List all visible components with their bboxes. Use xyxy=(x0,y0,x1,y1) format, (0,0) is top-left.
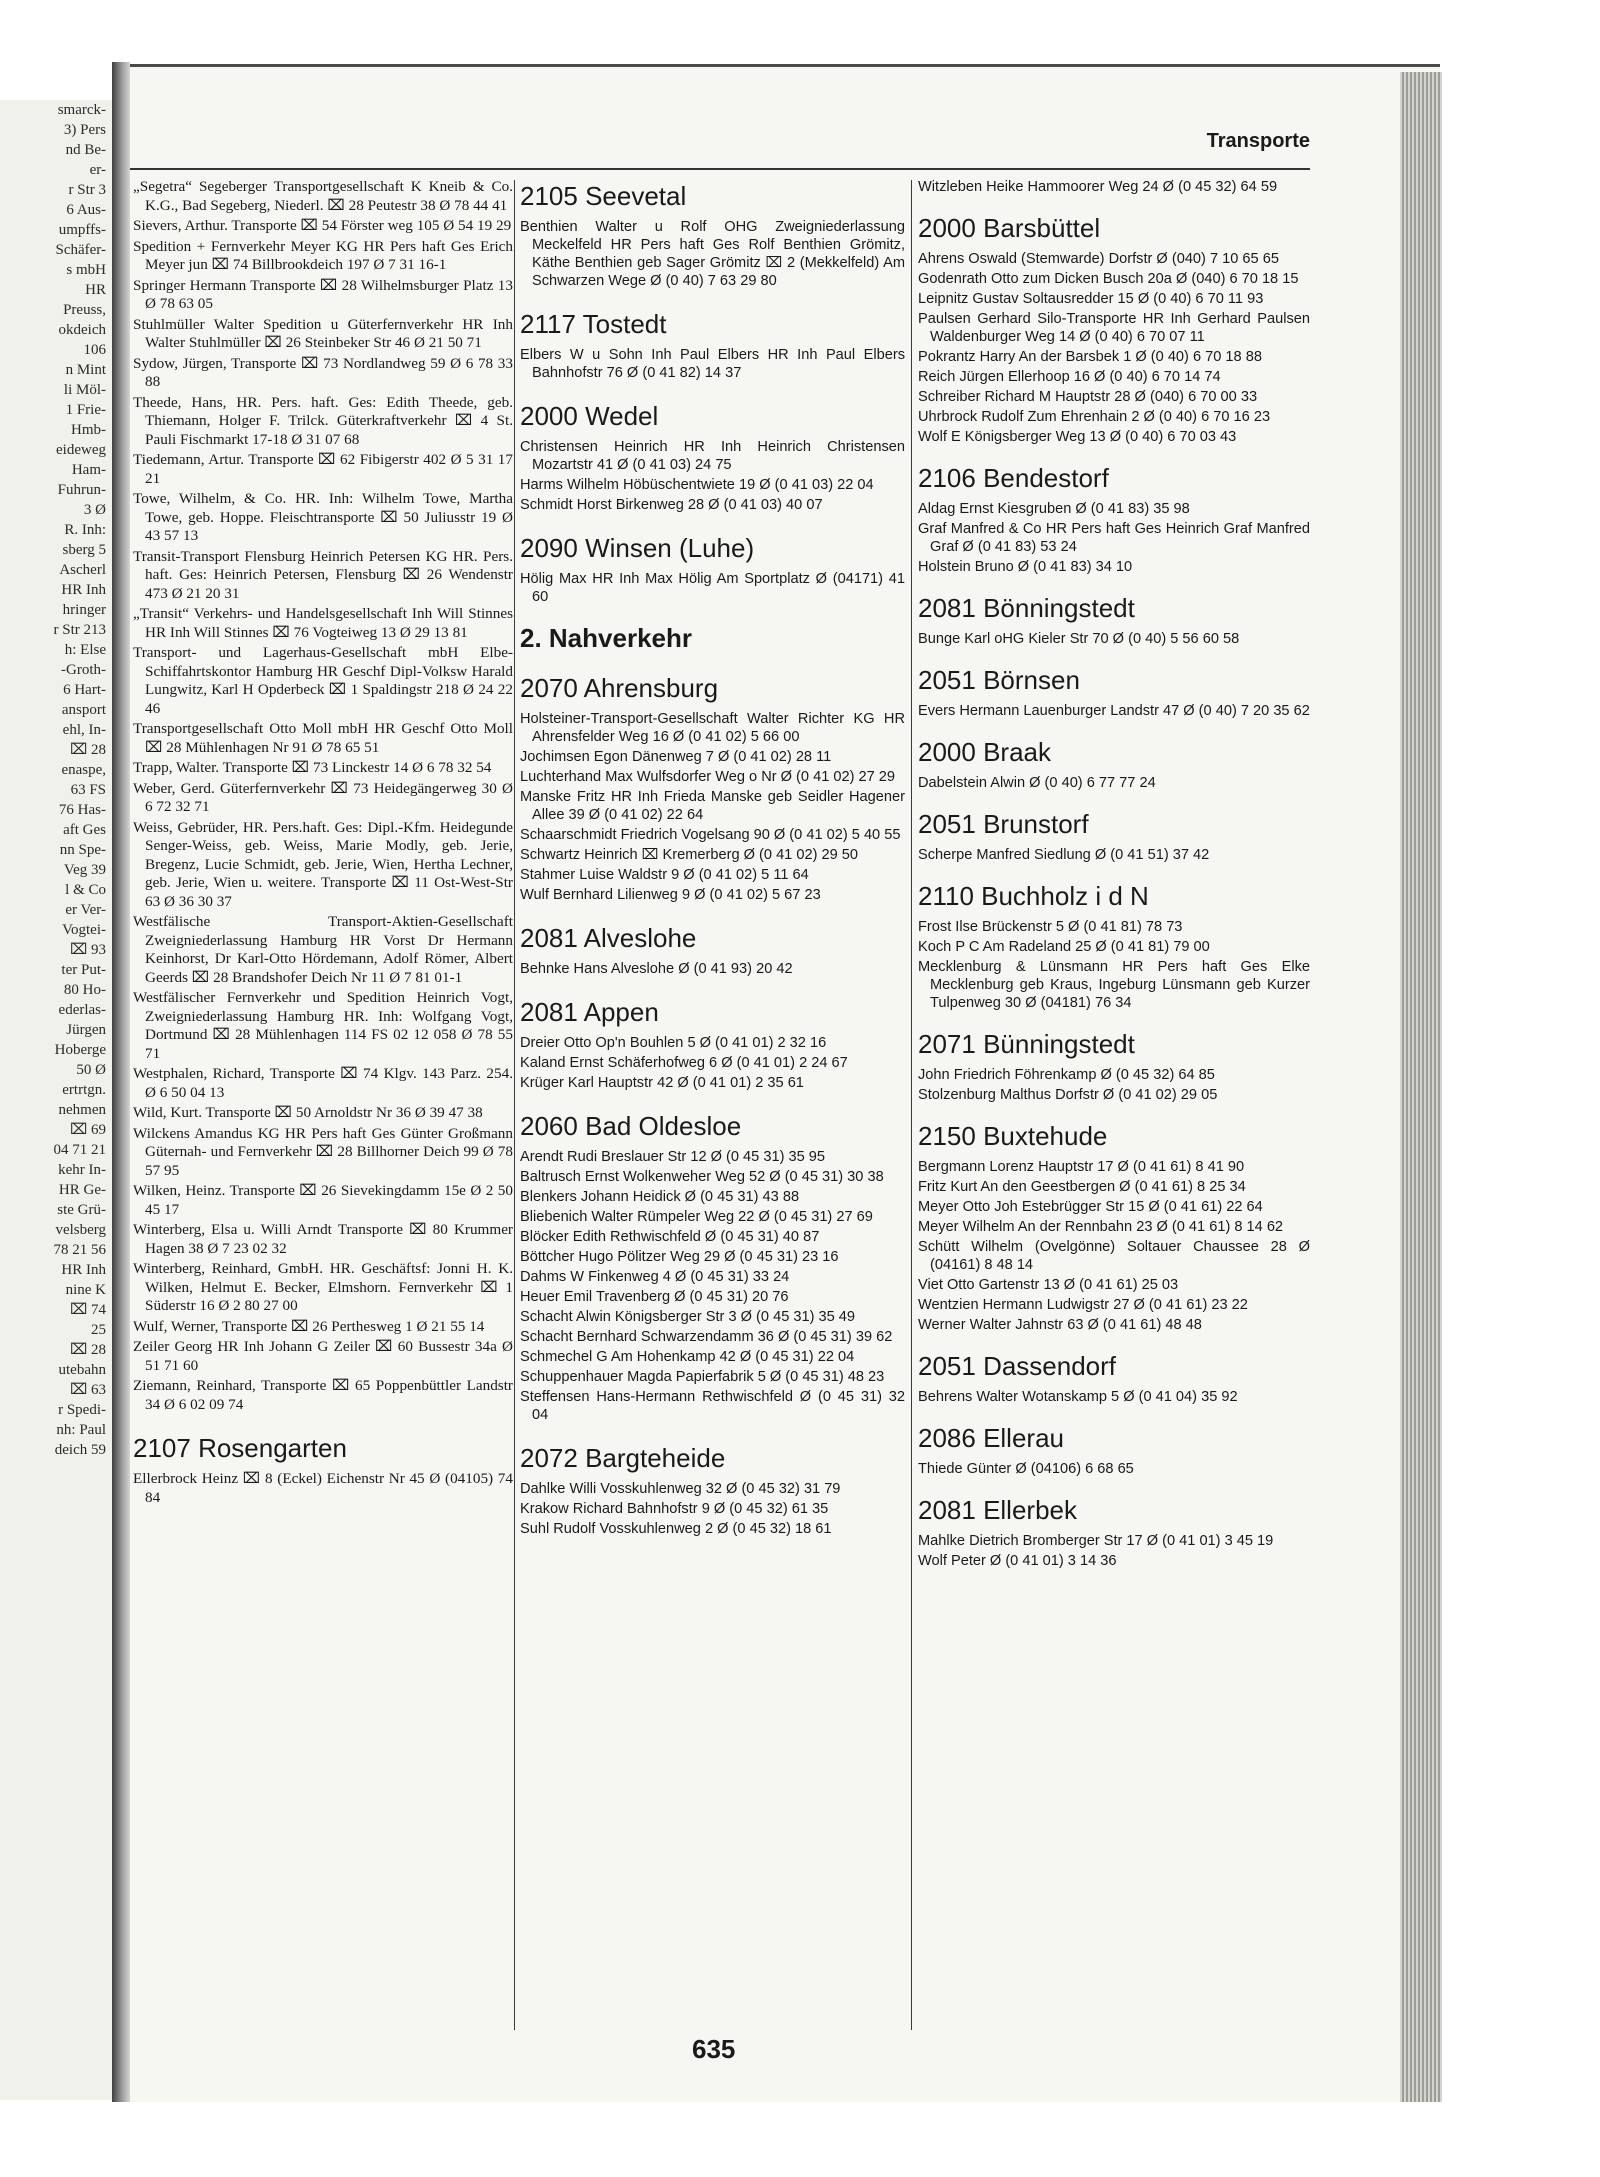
directory-entry: Kaland Ernst Schäferhofweg 6 Ø (0 41 01) 2 24 67 xyxy=(520,1055,848,1071)
directory-entry: Westfälischer Fernverkehr und Spedition Heinrich Vogt, Zweigniederlassung Hamburg HR. Inh: Wolfgang Vogt, Dortmund ⌧ 28 Mühlenhagen 114 FS 02 12 058 Ø 78 55 71 xyxy=(133,989,513,1062)
prev-page-text-fragment: Fuhrun- xyxy=(57,482,106,498)
directory-entry: Schreiber Richard M Hauptstr 28 Ø (040) 6 70 00 33 xyxy=(918,389,1258,405)
prev-page-text-fragment: Preuss, xyxy=(63,302,106,318)
directory-entry: Bergmann Lorenz Hauptstr 17 Ø (0 41 61) 8 41 90 xyxy=(918,1159,1245,1175)
prev-page-text-fragment: ⌧ 28 xyxy=(69,742,106,758)
directory-entry: Towe, Wilhelm, & Co. HR. Inh: Wilhelm Towe, Martha Towe, geb. Hoppe. Fleischtransporte ⌧ 50 Juliusstr 19 Ø 43 57 13 xyxy=(133,490,513,544)
directory-entry: Stahmer Luise Waldstr 9 Ø (0 41 02) 5 11 64 xyxy=(520,867,809,883)
prev-page-text-fragment: Hmb- xyxy=(71,422,106,438)
directory-entry: Arendt Rudi Breslauer Str 12 Ø (0 45 31) 35 95 xyxy=(520,1149,826,1165)
directory-entry: Sievers, Arthur. Transporte ⌧ 54 Förster weg 105 Ø 54 19 29 xyxy=(133,217,512,234)
directory-entry: Stolzenburg Malthus Dorfstr Ø (0 41 02) 29 05 xyxy=(918,1087,1218,1103)
directory-entry: Böttcher Hugo Pölitzer Weg 29 Ø (0 45 31) 23 16 xyxy=(520,1249,839,1265)
directory-entry: Wolf E Königsberger Weg 13 Ø (0 40) 6 70 03 43 xyxy=(918,429,1237,445)
directory-entry: Transport- und Lagerhaus-Gesellschaft mbH Elbe-Schiffahrtskontor Hamburg HR Geschf Dipl-Volksw Harald Lungwitz, Karl H Opderbeck ⌧ 1 Spaldingstr 218 Ø 24 22 46 xyxy=(133,644,513,717)
town-heading: 2117 Tostedt xyxy=(520,309,667,339)
town-heading: 2105 Seevetal xyxy=(520,181,687,211)
prev-page-text-fragment: kehr In- xyxy=(58,1162,106,1178)
directory-entry: Blöcker Edith Rethwischfeld Ø (0 45 31) 40 87 xyxy=(520,1229,820,1245)
directory-entry: Tiedemann, Artur. Transporte ⌧ 62 Fibigerstr 402 Ø 5 31 17 21 xyxy=(133,451,513,487)
directory-entry: Spedition + Fernverkehr Meyer KG HR Pers haft Ges Erich Meyer jun ⌧ 74 Billbrookdeich 197 Ø 7 31 16-1 xyxy=(133,237,513,273)
prev-page-text-fragment: Schäfer- xyxy=(55,242,106,258)
column-divider xyxy=(514,180,515,2030)
directory-entry: Schwartz Heinrich ⌧ Kremerberg Ø (0 41 02) 29 50 xyxy=(520,847,859,863)
directory-entry: Reich Jürgen Ellerhoop 16 Ø (0 40) 6 70 14 74 xyxy=(918,369,1221,385)
town-heading: 2060 Bad Oldesloe xyxy=(520,1111,742,1141)
prev-page-text-fragment: ⌧ 74 xyxy=(69,1302,106,1318)
directory-entry: Stuhlmüller Walter Spedition u Güterfernverkehr HR Inh Walter Stuhlmüller ⌧ 26 Steinbeker Str 46 Ø 21 50 71 xyxy=(133,315,513,351)
previous-page-edge xyxy=(0,100,115,2100)
directory-entry: Holstein Bruno Ø (0 41 83) 34 10 xyxy=(918,559,1133,575)
prev-page-text-fragment: Jürgen xyxy=(66,1022,106,1038)
directory-entry: Christensen Heinrich HR Inh Heinrich Christensen Mozartstr 41 Ø (0 41 03) 24 75 xyxy=(520,439,905,473)
town-heading: 2081 Ellerbek xyxy=(918,1495,1077,1525)
directory-entry: Transportgesellschaft Otto Moll mbH HR Geschf Otto Moll ⌧ 28 Mühlenhagen Nr 91 Ø 78 65 51 xyxy=(133,720,513,756)
prev-page-text-fragment: 3) Pers xyxy=(63,122,106,138)
town-heading: 2000 Wedel xyxy=(520,401,659,431)
prev-page-text-fragment: 3 Ø xyxy=(83,502,106,518)
directory-entry: Heuer Emil Travenberg Ø (0 45 31) 20 76 xyxy=(520,1289,789,1305)
directory-entry: Dahms W Finkenweg 4 Ø (0 45 31) 33 24 xyxy=(520,1269,790,1285)
directory-entry: Leipnitz Gustav Soltausredder 15 Ø (0 40) 6 70 11 93 xyxy=(918,291,1264,307)
prev-page-text-fragment: HR Ge- xyxy=(58,1182,106,1198)
directory-entry: Sydow, Jürgen, Transporte ⌧ 73 Nordlandweg 59 Ø 6 78 33 88 xyxy=(133,354,513,390)
prev-page-text-fragment: r Str 3 xyxy=(68,182,106,198)
prev-page-text-fragment: Vogtei- xyxy=(62,922,106,938)
directory-entry: Westphalen, Richard, Transporte ⌧ 74 Klgv. 143 Parz. 254. Ø 6 50 04 13 xyxy=(133,1065,513,1101)
prev-page-text-fragment: l & Co xyxy=(65,882,106,898)
directory-entry: Behnke Hans Alveslohe Ø (0 41 93) 20 42 xyxy=(520,961,793,977)
prev-page-text-fragment: ⌧ 28 xyxy=(69,1342,106,1358)
directory-entry: Dabelstein Alwin Ø (0 40) 6 77 77 24 xyxy=(918,775,1156,791)
directory-entry: Aldag Ernst Kiesgruben Ø (0 41 83) 35 98 xyxy=(918,501,1190,517)
prev-page-text-fragment: enaspe, xyxy=(61,762,106,778)
prev-page-text-fragment: HR Inh xyxy=(61,582,106,598)
column-divider xyxy=(911,180,912,2030)
directory-entry: Meyer Wilhelm An der Rennbahn 23 Ø (0 41 61) 8 14 62 xyxy=(918,1219,1284,1235)
directory-entry: Dahlke Willi Vosskuhlenweg 32 Ø (0 45 32) 31 79 xyxy=(520,1481,841,1497)
prev-page-text-fragment: R. Inh: xyxy=(64,522,106,538)
prev-page-text-fragment: 6 Hart- xyxy=(63,682,106,698)
prev-page-text-fragment: velsberg xyxy=(55,1222,106,1238)
prev-page-text-fragment: n Mint xyxy=(65,362,106,378)
header-rule xyxy=(130,168,1310,170)
town-heading: 2110 Buchholz i d N xyxy=(918,881,1149,911)
directory-entry: Schuppenhauer Magda Papierfabrik 5 Ø (0 45 31) 48 23 xyxy=(520,1369,885,1385)
directory-entry: Wilken, Heinz. Transporte ⌧ 26 Sievekingdamm 15e Ø 2 50 45 17 xyxy=(133,1182,513,1218)
directory-entry: Witzleben Heike Hammoorer Weg 24 Ø (0 45 32) 64 59 xyxy=(918,179,1278,195)
prev-page-text-fragment: Veg 39 xyxy=(63,862,106,878)
directory-entry: „Transit“ Verkehrs- und Handelsgesellschaft Inh Will Stinnes HR Inh Will Stinnes ⌧ 76 Vogteiweg 13 Ø 29 13 81 xyxy=(133,605,513,641)
directory-entry: Weber, Gerd. Güterfernverkehr ⌧ 73 Heidegängerweg 30 Ø 6 72 32 71 xyxy=(133,779,513,815)
directory-entry: Fritz Kurt An den Geestbergen Ø (0 41 61) 8 25 34 xyxy=(918,1179,1246,1195)
prev-page-text-fragment: utebahn xyxy=(58,1362,106,1378)
directory-entry: Ziemann, Reinhard, Transporte ⌧ 65 Poppenbüttler Landstr 34 Ø 6 02 09 74 xyxy=(133,1377,513,1413)
directory-entry: Evers Hermann Lauenburger Landstr 47 Ø (0 40) 7 20 35 62 xyxy=(918,703,1310,719)
prev-page-text-fragment: Hoberge xyxy=(54,1042,106,1058)
directory-entry: Mecklenburg & Lünsmann HR Pers haft Ges Elke Mecklenburg geb Kraus, Ingeburg Lünsmann geb Kurzer Tulpenweg 30 Ø (04181) 76 34 xyxy=(918,959,1310,1011)
directory-entry: Luchterhand Max Wulfsdorfer Weg o Nr Ø (0 41 02) 27 29 xyxy=(520,769,896,785)
directory-entry: Ellerbrock Heinz ⌧ 8 (Eckel) Eichenstr Nr 45 Ø (04105) 74 84 xyxy=(133,1470,513,1506)
prev-page-text-fragment: aft Ges xyxy=(63,822,106,838)
prev-page-text-fragment: 04 71 21 xyxy=(53,1142,106,1158)
directory-entry: Wulf, Werner, Transporte ⌧ 26 Perthesweg 1 Ø 21 55 14 xyxy=(133,1317,485,1335)
directory-entry: Krakow Richard Bahnhofstr 9 Ø (0 45 32) 61 35 xyxy=(520,1501,829,1517)
town-heading: 2081 Bönningstedt xyxy=(918,593,1135,623)
prev-page-text-fragment: ansport xyxy=(61,702,106,718)
directory-entry: John Friedrich Föhrenkamp Ø (0 45 32) 64 85 xyxy=(918,1067,1215,1083)
directory-entry: Wentzien Hermann Ludwigstr 27 Ø (0 41 61) 23 22 xyxy=(918,1297,1248,1313)
prev-page-text-fragment: umpffs- xyxy=(58,222,106,238)
directory-entry: Koch P C Am Radeland 25 Ø (0 41 81) 79 00 xyxy=(918,939,1210,955)
directory-entry: Mahlke Dietrich Bromberger Str 17 Ø (0 41 01) 3 45 19 xyxy=(918,1533,1274,1549)
town-heading: 2090 Winsen (Luhe) xyxy=(520,533,755,563)
prev-page-text-fragment: 78 21 56 xyxy=(53,1242,106,1258)
prev-page-text-fragment: nh: Paul xyxy=(56,1422,106,1438)
directory-entry: Wolf Peter Ø (0 41 01) 3 14 36 xyxy=(918,1553,1117,1569)
column-left xyxy=(133,178,513,2028)
prev-page-text-fragment: 1 Frie- xyxy=(65,402,106,418)
page-edge-stack xyxy=(1400,72,1442,2102)
town-heading: 2081 Appen xyxy=(520,997,659,1027)
prev-page-text-fragment: ehl, In- xyxy=(62,722,106,738)
directory-entry: Manske Fritz HR Inh Frieda Manske geb Seidler Hagener Allee 39 Ø (0 41 02) 22 64 xyxy=(520,789,905,823)
prev-page-text-fragment: deich 59 xyxy=(54,1442,106,1458)
prev-page-text-fragment: ertrtgn. xyxy=(62,1082,106,1098)
section-heading: 2. Nahverkehr xyxy=(520,623,692,653)
town-heading: 2051 Dassendorf xyxy=(918,1351,1117,1381)
directory-entry: Steffensen Hans-Hermann Rethwischfeld Ø (0 45 31) 32 04 xyxy=(520,1389,905,1423)
prev-page-text-fragment: h: Else xyxy=(64,642,106,658)
directory-entry: Schütt Wilhelm (Ovelgönne) Soltauer Chaussee 28 Ø (04161) 8 48 14 xyxy=(918,1239,1310,1273)
bottom-margin xyxy=(0,2102,1445,2177)
directory-entry: Schacht Alwin Königsberger Str 3 Ø (0 45 31) 35 49 xyxy=(520,1309,856,1325)
prev-page-text-fragment: ⌧ 93 xyxy=(69,942,106,958)
directory-entry: Baltrusch Ernst Wolkenweher Weg 52 Ø (0 45 31) 30 38 xyxy=(520,1169,884,1185)
town-heading: 2107 Rosengarten xyxy=(133,1433,347,1463)
directory-entry: Schmechel G Am Hohenkamp 42 Ø (0 45 31) 22 04 xyxy=(520,1349,855,1365)
directory-entry: Viet Otto Gartenstr 13 Ø (0 41 61) 25 03 xyxy=(918,1277,1179,1293)
prev-page-text-fragment: nine K xyxy=(65,1282,106,1298)
directory-entry: Theede, Hans, HR. Pers. haft. Ges: Edith Theede, geb. Thiemann, Holger F. Trilck. Güterkraftverkehr ⌧ 4 St. Pauli Fischmarkt 17-18 Ø 31 07 68 xyxy=(133,393,513,448)
prev-page-text-fragment: nd Be- xyxy=(65,142,106,158)
town-heading: 2150 Buxtehude xyxy=(918,1121,1108,1151)
directory-entry: Ahrens Oswald (Stemwarde) Dorfstr Ø (040) 7 10 65 65 xyxy=(918,251,1279,267)
directory-entry: Holsteiner-Transport-Gesellschaft Walter Richter KG HR Ahrensfelder Weg 16 Ø (0 41 02) 5 66 00 xyxy=(520,711,905,745)
directory-entry: Schmidt Horst Birkenweg 28 Ø (0 41 03) 40 07 xyxy=(520,497,823,513)
directory-entry: Paulsen Gerhard Silo-Transporte HR Inh Gerhard Paulsen Waldenburger Weg 14 Ø (0 40) 6 70 07 11 xyxy=(918,311,1310,345)
directory-entry: Elbers W u Sohn Inh Paul Elbers HR Inh Paul Elbers Bahnhofstr 76 Ø (0 41 82) 14 37 xyxy=(520,347,905,381)
directory-entry: Krüger Karl Hauptstr 42 Ø (0 41 01) 2 35 61 xyxy=(520,1075,804,1091)
town-heading: 2051 Börnsen xyxy=(918,665,1080,695)
prev-page-text-fragment: nehmen xyxy=(58,1102,106,1118)
town-heading: 2072 Bargteheide xyxy=(520,1443,726,1473)
prev-page-text-fragment: eideweg xyxy=(56,442,106,458)
prev-page-text-fragment: -Groth- xyxy=(61,662,106,678)
prev-page-text-fragment: r Str 213 xyxy=(53,622,106,638)
directory-entry: Winterberg, Reinhard, GmbH. HR. Geschäftsf: Jonni H. K. Wilken, Helmut E. Becker, Elmshorn. Fernverkehr ⌧ 1 Süderstr 16 Ø 2 80 27 00 xyxy=(133,1260,513,1314)
directory-entry: Graf Manfred & Co HR Pers haft Ges Heinrich Graf Manfred Graf Ø (0 41 83) 53 24 xyxy=(918,521,1310,555)
directory-entry: Wulf Bernhard Lilienweg 9 Ø (0 41 02) 5 67 23 xyxy=(520,887,821,903)
directory-entry: Schaarschmidt Friedrich Vogelsang 90 Ø (0 41 02) 5 40 55 xyxy=(520,827,901,843)
prev-page-text-fragment: ⌧ 69 xyxy=(69,1122,106,1138)
directory-entry: Benthien Walter u Rolf OHG Zweigniederlassung Meckelfeld HR Pers haft Ges Rolf Benthien Grömitz, Käthe Benthien geb Sager Grömitz ⌧ 2 (Mekkelfeld) Am Schwarzen Wege Ø (0 40) 7 63 29 80 xyxy=(520,219,905,289)
directory-entry: Zeiler Georg HR Inh Johann G Zeiler ⌧ 60 Bussestr 34a Ø 51 71 60 xyxy=(133,1338,513,1374)
prev-page-text-fragment: r Spedi- xyxy=(58,1402,106,1418)
town-heading: 2086 Ellerau xyxy=(918,1423,1064,1453)
prev-page-text-fragment: ederlas- xyxy=(58,1002,106,1018)
directory-entry: Suhl Rudolf Vosskuhlenweg 2 Ø (0 45 32) 18 61 xyxy=(520,1521,832,1537)
directory-entry: Dreier Otto Op'n Bouhlen 5 Ø (0 41 01) 2 32 16 xyxy=(520,1035,827,1051)
prev-page-text-fragment: ⌧ 63 xyxy=(69,1382,106,1398)
prev-page-text-fragment: smarck- xyxy=(57,102,106,118)
directory-entry: Jochimsen Egon Dänenweg 7 Ø (0 41 02) 28 11 xyxy=(520,749,832,765)
town-heading: 2051 Brunstorf xyxy=(918,809,1089,839)
directory-entry: Wild, Kurt. Transporte ⌧ 50 Arnoldstr Nr 36 Ø 39 47 38 xyxy=(133,1104,483,1121)
directory-entry: Uhrbrock Rudolf Zum Ehrenhain 2 Ø (0 40) 6 70 16 23 xyxy=(918,409,1271,425)
directory-entry: Transit-Transport Flensburg Heinrich Petersen KG HR. Pers. haft. Ges: Heinrich Petersen, Flensburg ⌧ 26 Wendenstr 473 Ø 21 20 31 xyxy=(133,547,513,602)
town-heading: 2106 Bendestorf xyxy=(918,463,1109,493)
directory-entry: Scherpe Manfred Siedlung Ø (0 41 51) 37 42 xyxy=(918,847,1210,863)
town-heading: 2000 Barsbüttel xyxy=(918,213,1101,243)
directory-entry: Blenkers Johann Heidick Ø (0 45 31) 43 88 xyxy=(520,1189,800,1205)
prev-page-text-fragment: ter Put- xyxy=(61,962,106,978)
directory-entry: Weiss, Gebrüder, HR. Pers.haft. Ges: Dipl.-Kfm. Heidegunde Senger-Weiss, geb. Weiss, Marie Modly, geb. Jerie, Bregenz, Lucie Schmidt, geb. Jerie, Wien, Hertha Lechner, geb. Jerie, Wien u. weitere. Transporte ⌧ 11 Ost-West-Str 63 Ø 36 30 37 xyxy=(133,818,513,910)
directory-entry: Thiede Günter Ø (04106) 6 68 65 xyxy=(918,1461,1134,1477)
page-number: 635 xyxy=(692,2034,736,2064)
column-right xyxy=(918,178,1310,2038)
directory-entry: Pokrantz Harry An der Barsbek 1 Ø (0 40) 6 70 18 88 xyxy=(918,349,1262,365)
prev-page-text-fragment: 63 FS xyxy=(70,782,106,798)
prev-page-text-fragment: 106 xyxy=(83,342,106,358)
prev-page-text-fragment: sberg 5 xyxy=(62,542,106,558)
prev-page-text-fragment: ste Grü- xyxy=(57,1202,106,1218)
prev-page-text-fragment: Ascherl xyxy=(59,562,106,578)
directory-entry: Hölig Max HR Inh Max Hölig Am Sportplatz Ø (04171) 41 60 xyxy=(520,571,905,605)
prev-page-text-fragment: s mbH xyxy=(66,262,106,278)
directory-entry: Springer Hermann Transporte ⌧ 28 Wilhelmsburger Platz 13 Ø 78 63 05 xyxy=(133,276,513,312)
prev-page-text-fragment: Ham- xyxy=(71,462,106,478)
prev-page-text-fragment: 6 Aus- xyxy=(66,202,106,218)
column-middle xyxy=(520,178,905,2038)
town-heading: 2081 Alveslohe xyxy=(520,923,697,953)
book-spine-shadow xyxy=(112,62,130,2102)
town-heading: 2071 Bünningstedt xyxy=(918,1029,1135,1059)
directory-entry: Westfälische Transport-Aktien-Gesellschaft Zweigniederlassung Hamburg HR Vorst Dr Hermann Keinhorst, Dr Karl-Otto Hördemann, Adolf Römer, Albert Geerds ⌧ 28 Brandshofer Deich Nr 11 Ø 7 81 01-1 xyxy=(133,913,513,986)
running-head: Transporte xyxy=(1206,130,1310,152)
town-heading: 2070 Ahrensburg xyxy=(520,673,719,703)
directory-entry: Behrens Walter Wotanskamp 5 Ø (0 41 04) 35 92 xyxy=(918,1389,1238,1405)
directory-entry: Bliebenich Walter Rümpeler Weg 22 Ø (0 45 31) 27 69 xyxy=(520,1209,873,1225)
prev-page-text-fragment: 25 xyxy=(91,1322,106,1338)
directory-entry: Bunge Karl oHG Kieler Str 70 Ø (0 40) 5 56 60 58 xyxy=(918,631,1240,647)
directory-entry: Trapp, Walter. Transporte ⌧ 73 Linckestr 14 Ø 6 78 32 54 xyxy=(133,759,492,776)
directory-entry: Werner Walter Jahnstr 63 Ø (0 41 61) 48 48 xyxy=(918,1317,1202,1333)
prev-page-text-fragment: li Möl- xyxy=(63,382,106,398)
prev-page-text-fragment: er- xyxy=(89,162,106,178)
prev-page-text-fragment: hringer xyxy=(62,602,106,618)
directory-entry: Winterberg, Elsa u. Willi Arndt Transporte ⌧ 80 Krummer Hagen 38 Ø 7 23 02 32 xyxy=(133,1221,513,1257)
directory-entry: Godenrath Otto zum Dicken Busch 20a Ø (040) 6 70 18 15 xyxy=(918,271,1299,287)
directory-entry: Meyer Otto Joh Estebrügger Str 15 Ø (0 41 61) 22 64 xyxy=(918,1199,1263,1215)
directory-entry: „Segetra“ Segeberger Transportgesellschaft K Kneib & Co. K.G., Bad Segeberg, Niederl. ⌧ 28 Peutestr 38 Ø 78 44 41 xyxy=(133,178,513,214)
prev-page-text-fragment: er Ver- xyxy=(65,902,106,918)
directory-entry: Schacht Bernhard Schwarzendamm 36 Ø (0 45 31) 39 62 xyxy=(520,1329,893,1345)
prev-page-text-fragment: 76 Has- xyxy=(58,802,106,818)
directory-entry: Frost Ilse Brückenstr 5 Ø (0 41 81) 78 73 xyxy=(918,919,1183,935)
prev-page-text-fragment: HR xyxy=(85,282,106,298)
prev-page-text-fragment: 80 Ho- xyxy=(63,982,106,998)
prev-page-text-fragment: HR Inh xyxy=(61,1262,106,1278)
town-heading: 2000 Braak xyxy=(918,737,1051,767)
prev-page-text-fragment: 50 Ø xyxy=(76,1062,106,1078)
prev-page-text-fragment: nn Spe- xyxy=(59,842,106,858)
prev-page-text-fragment: okdeich xyxy=(58,322,106,338)
directory-entry: Wilckens Amandus KG HR Pers haft Ges Günter Großmann Güternah- und Fernverkehr ⌧ 28 Billhorner Deich 99 Ø 78 57 95 xyxy=(133,1124,513,1179)
directory-entry: Harms Wilhelm Höbüschentwiete 19 Ø (0 41 03) 22 04 xyxy=(520,477,874,493)
